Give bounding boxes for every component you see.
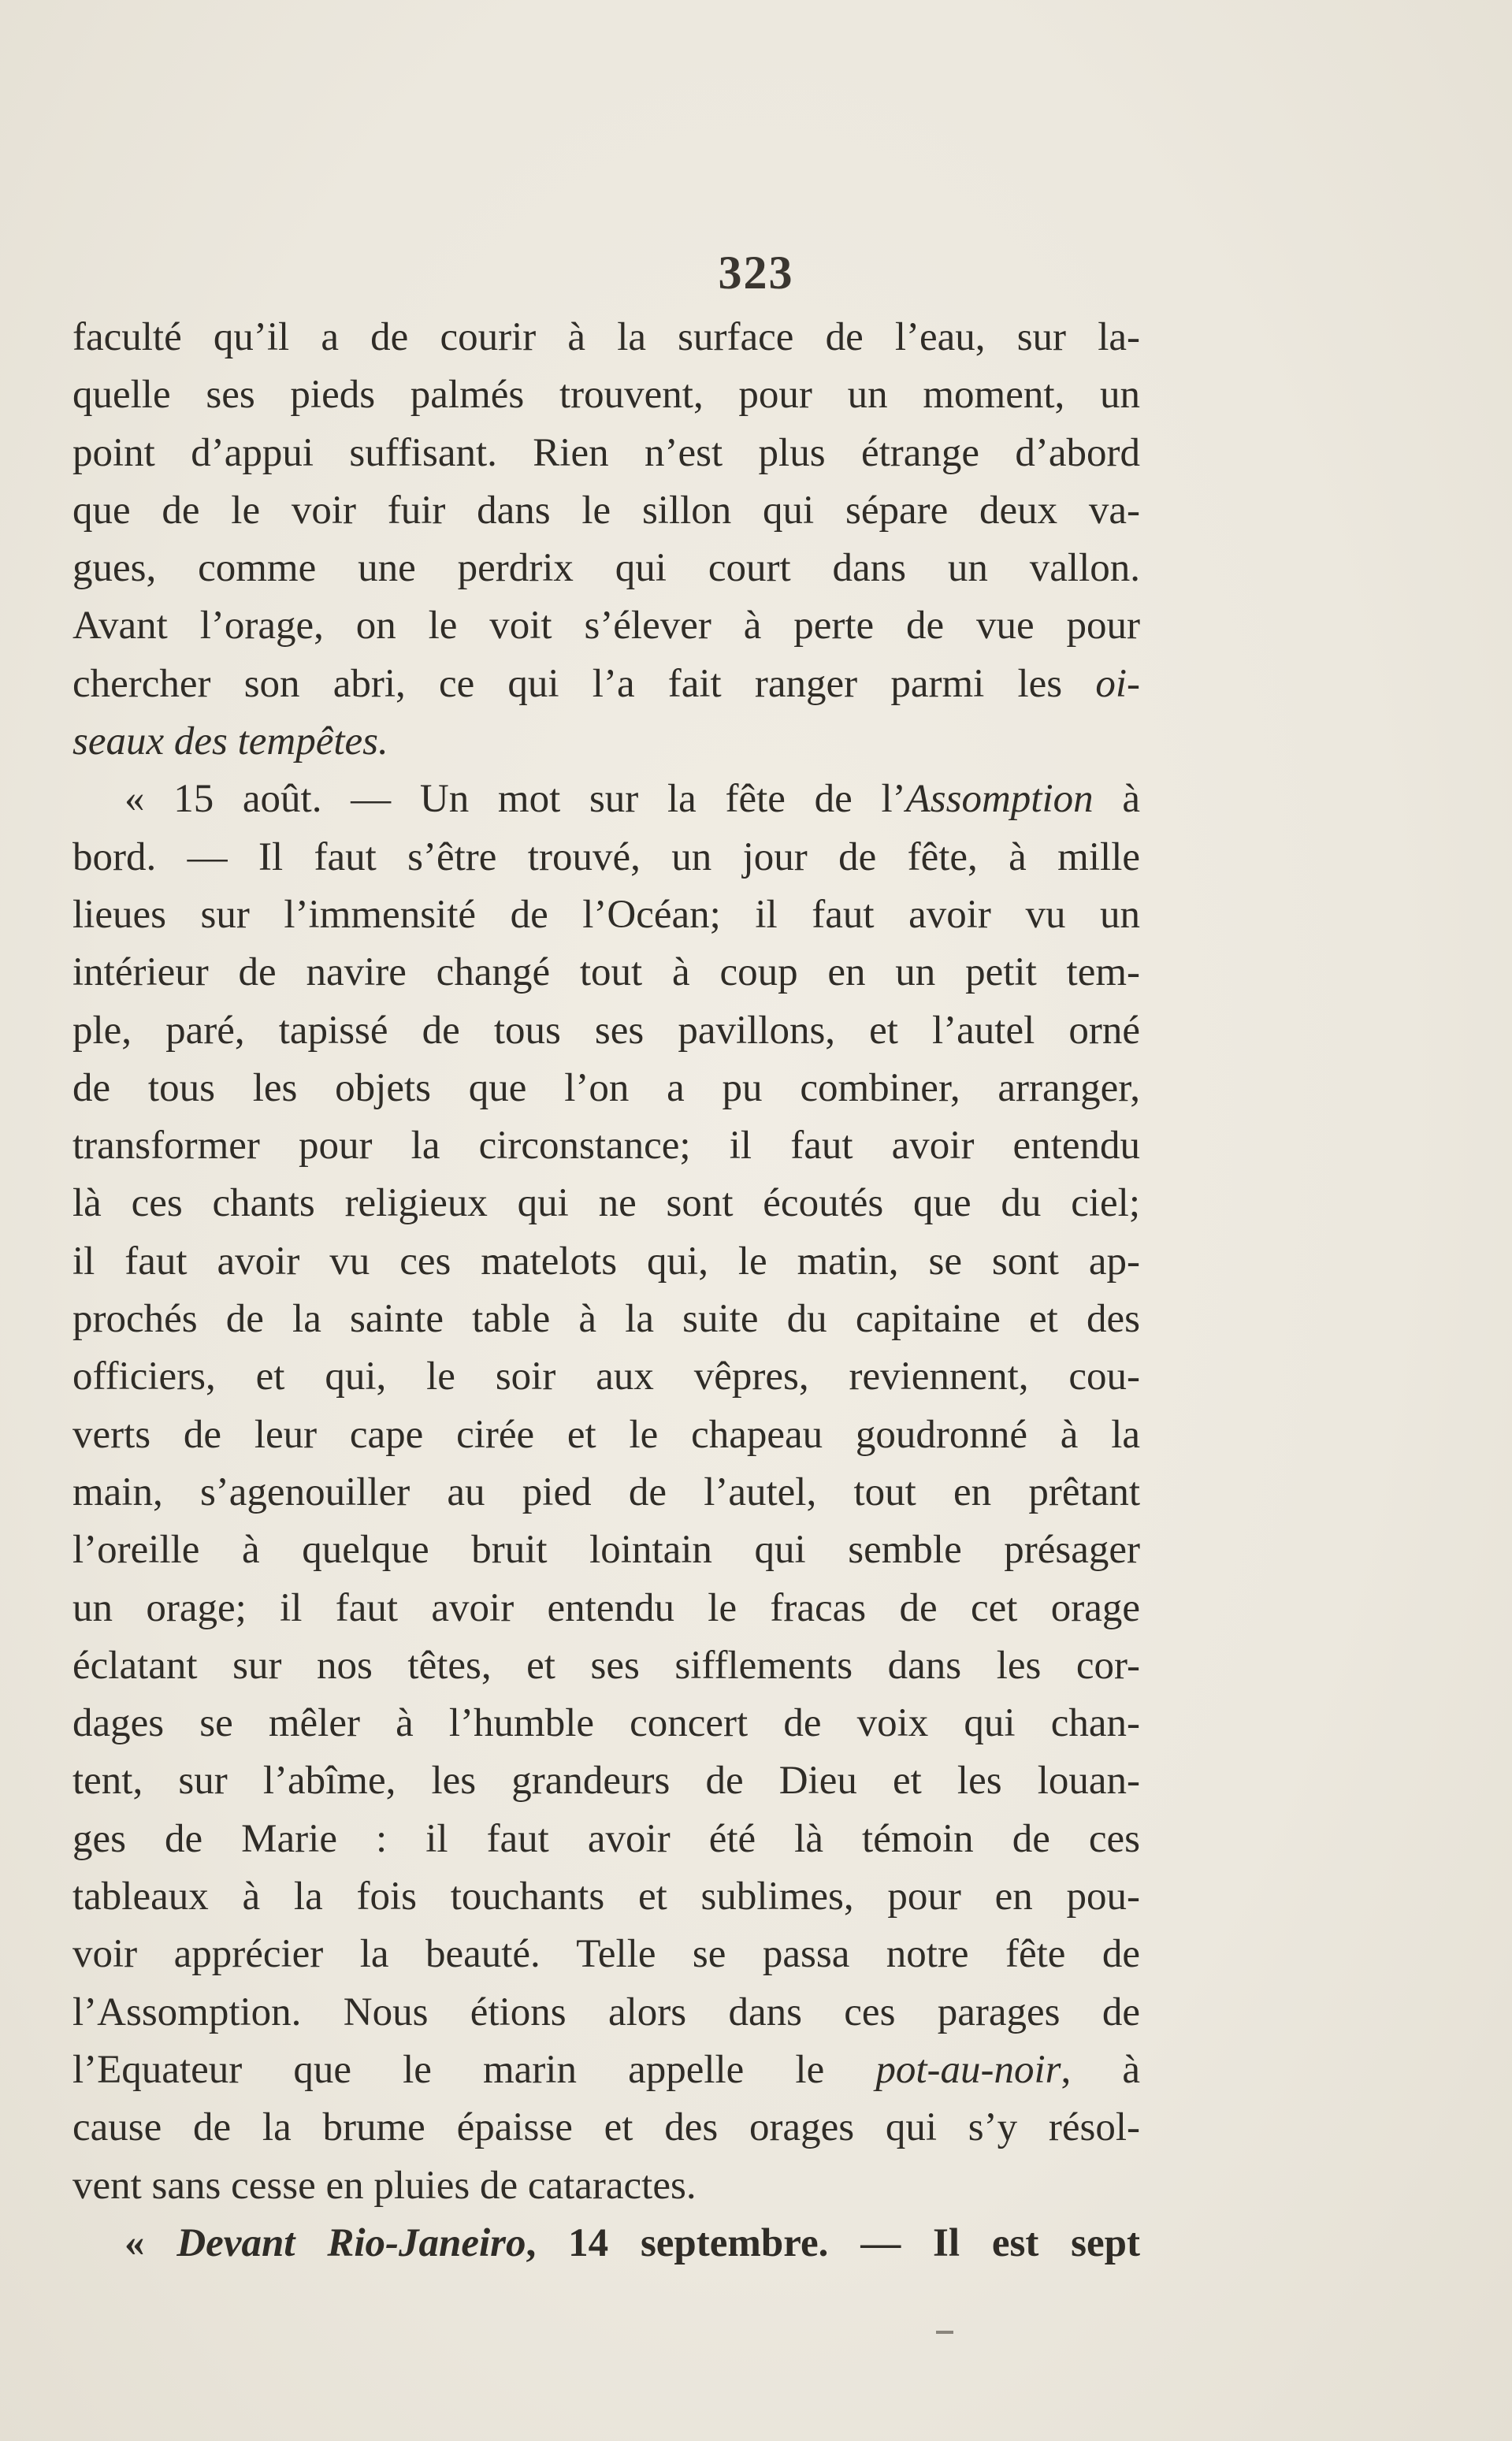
text-segment: éclatant sur nos têtes, et ses sifflements dans les cor- — [72, 1643, 1140, 1688]
text-segment: il faut avoir vu ces matelots qui, le matin, se sont ap- — [72, 1239, 1140, 1284]
text-segment: prochés de la sainte table à la suite du capitaine et des — [72, 1297, 1140, 1342]
text-segment: chercher son abri, ce qui l’a fait ranger parmi les — [72, 661, 1096, 706]
text-line — [72, 886, 1140, 944]
text-line — [72, 1984, 1140, 2042]
text-line — [72, 2215, 1140, 2272]
text-line — [72, 1580, 1140, 1637]
print-mark — [936, 2331, 953, 2334]
text-segment: , à — [1061, 2047, 1140, 2092]
text-segment: voir apprécier la beauté. Telle se passa notre fête de — [72, 1932, 1140, 1977]
italic-text: seaux des tempêtes. — [72, 719, 388, 764]
text-line — [72, 1406, 1140, 1464]
text-segment: gues, comme une perdrix qui court dans un vallon. — [72, 546, 1140, 591]
text-line — [72, 656, 1140, 713]
text-line — [72, 540, 1140, 597]
text-segment: Avant l’orage, on le voit s’élever à perte de vue pour — [72, 604, 1140, 648]
page-number: 323 — [718, 247, 794, 299]
text-segment: là ces chants religieux qui ne sont écoutés que du ciel; — [72, 1181, 1140, 1226]
text-segment: que de le voir fuir dans le sillon qui sépare deux va- — [72, 488, 1140, 533]
text-line — [72, 1637, 1140, 1695]
text-segment: « 15 août. — Un mot sur la fête de l’ — [124, 777, 906, 822]
text-segment: « — [124, 2220, 177, 2265]
text-line — [72, 1464, 1140, 1521]
text-segment: à — [1093, 777, 1140, 822]
text-segment: faculté qu’il a de courir à la surface de l’eau, sur la- — [72, 315, 1140, 359]
body-text — [72, 309, 1140, 2272]
text-segment: un orage; il faut avoir entendu le fracas de cet orage — [72, 1585, 1140, 1630]
text-line — [72, 1175, 1140, 1232]
text-segment: de tous les objets que l’on a pu combiner, arranger, — [72, 1065, 1140, 1110]
text-line — [72, 1291, 1140, 1348]
text-segment: tent, sur l’abîme, les grandeurs de Dieu et les louan- — [72, 1759, 1140, 1804]
text-segment: point d’appui suffisant. Rien n’est plus étrange d’abord — [72, 430, 1140, 475]
text-line — [72, 1926, 1140, 1983]
text-line — [72, 1002, 1140, 1060]
text-line — [72, 944, 1140, 1001]
text-line — [72, 425, 1140, 482]
text-segment: bord. — Il faut s’être trouvé, un jour de fête, à mille — [72, 834, 1140, 879]
text-line — [72, 713, 1140, 771]
text-line — [72, 482, 1140, 540]
text-line — [72, 1752, 1140, 1810]
text-segment: quelle ses pieds palmés trouvent, pour un moment, un — [72, 373, 1140, 418]
text-line — [72, 309, 1140, 366]
text-line — [72, 1521, 1140, 1579]
italic-text: pot-au-noir — [875, 2047, 1061, 2092]
text-segment: intérieur de navire changé tout à coup en un petit tem- — [72, 950, 1140, 995]
text-line — [72, 2099, 1140, 2157]
text-segment: main, s’agenouiller au pied de l’autel, tout en prêtant — [72, 1469, 1140, 1514]
text-line — [72, 597, 1140, 655]
text-segment: officiers, et qui, le soir aux vêpres, reviennent, cou- — [72, 1354, 1140, 1399]
text-segment: vent sans cesse en pluies de cataractes. — [72, 2163, 697, 2208]
text-line — [72, 2157, 1140, 2215]
text-line — [72, 1811, 1140, 1868]
text-segment: verts de leur cape cirée et le chapeau goudronné à la — [72, 1412, 1140, 1457]
text-segment: ple, paré, tapissé de tous ses pavillons, et l’autel orné — [72, 1008, 1140, 1053]
italic-text: Assomption — [905, 777, 1094, 822]
text-segment: l’Assomption. Nous étions alors dans ces parages de — [72, 1990, 1140, 2034]
text-segment: dages se mêler à l’humble concert de voix qui chan- — [72, 1701, 1140, 1746]
text-segment: l’Equateur que le marin appelle le — [72, 2047, 876, 2092]
italic-text: Devant Rio-Janeiro — [176, 2220, 526, 2265]
text-line — [72, 2042, 1140, 2099]
text-line — [72, 366, 1140, 424]
text-segment: ges de Marie : il faut avoir été là témoin de ces — [72, 1816, 1140, 1861]
text-line — [72, 1348, 1140, 1406]
text-segment: tableaux à la fois touchants et sublimes, pour en pou- — [72, 1874, 1140, 1919]
text-line — [72, 1233, 1140, 1291]
text-segment: l’oreille à quelque bruit lointain qui semble présager — [72, 1528, 1140, 1573]
text-line — [72, 771, 1140, 828]
text-segment: lieues sur l’immensité de l’Océan; il faut avoir vu un — [72, 892, 1140, 937]
text-line — [72, 1868, 1140, 1926]
text-segment: cause de la brume épaisse et des orages qui s’y résol- — [72, 2105, 1140, 2150]
italic-text: oi- — [1095, 661, 1140, 706]
text-segment: , 14 septembre. — Il est sept — [526, 2220, 1140, 2265]
text-line — [72, 1695, 1140, 1752]
text-line — [72, 1060, 1140, 1117]
text-line — [72, 1117, 1140, 1175]
text-segment: transformer pour la circonstance; il faut avoir entendu — [72, 1124, 1140, 1168]
text-line — [72, 829, 1140, 886]
